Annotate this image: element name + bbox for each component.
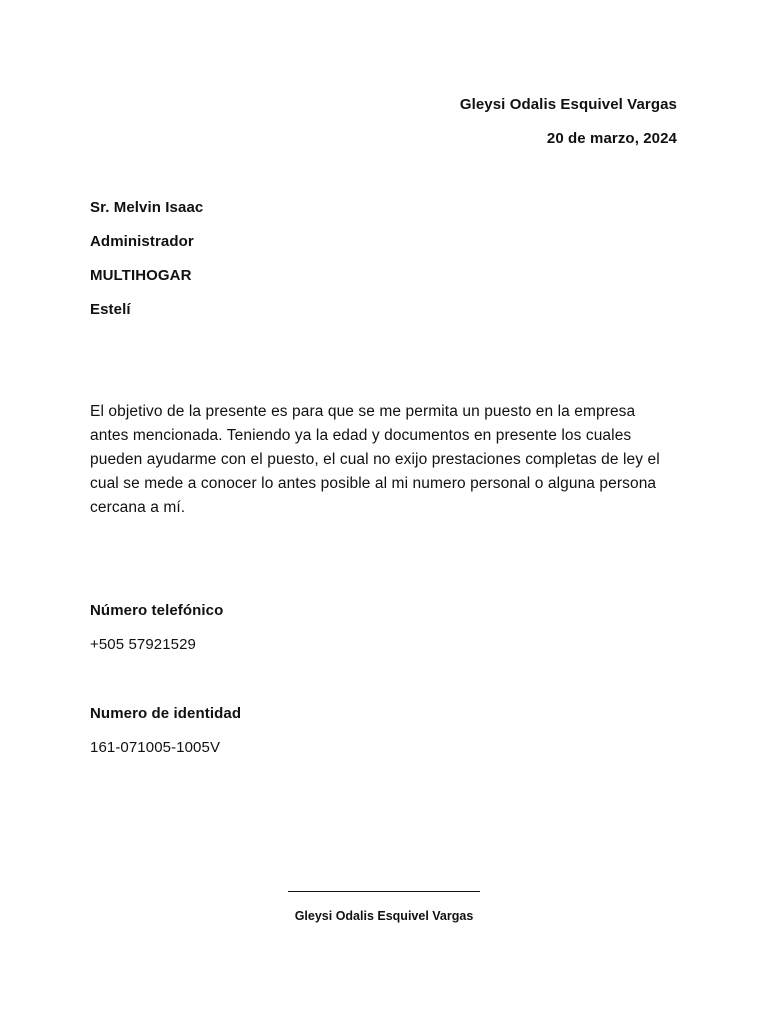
signature-name: Gleysi Odalis Esquivel Vargas	[294, 909, 474, 923]
id-value: 161-071005-1005V	[90, 739, 221, 756]
body-line: pueden ayudarme con el puesto, el cual no exijo prestaciones completas de ley el	[90, 451, 660, 468]
signature-line	[288, 891, 480, 892]
recipient-title: Administrador	[90, 233, 194, 250]
recipient-name: Sr. Melvin Isaac	[90, 199, 204, 216]
recipient-company: MULTIHOGAR	[90, 267, 192, 284]
phone-value: +505 57921529	[90, 636, 196, 653]
recipient-city: Estelí	[90, 301, 131, 318]
body-line: antes mencionada. Teniendo ya la edad y documentos en presente los cuales	[90, 427, 632, 444]
body-line: cual se mede a conocer lo antes posible al mi numero personal o alguna persona	[90, 475, 657, 492]
body-line: El objetivo de la presente es para que se me permita un puesto en la empresa	[90, 403, 636, 420]
sender-name: Gleysi Odalis Esquivel Vargas	[459, 96, 677, 113]
body-line: cercana a mí.	[90, 499, 186, 516]
phone-label: Número telefónico	[90, 602, 224, 619]
id-label: Numero de identidad	[90, 705, 242, 722]
letter-date: 20 de marzo, 2024	[546, 130, 677, 147]
